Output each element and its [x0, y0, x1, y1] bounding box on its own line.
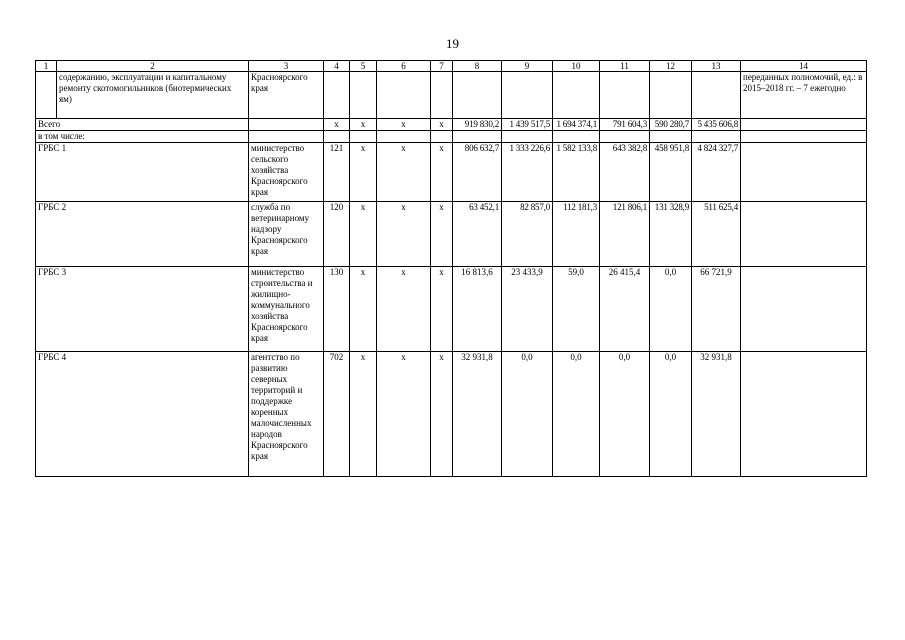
- table-cell: х: [431, 119, 453, 131]
- table-cell: 131 328,9: [650, 202, 692, 267]
- table-cell: х: [431, 267, 453, 352]
- table-cell: х: [431, 352, 453, 477]
- table-cell: х: [324, 119, 350, 131]
- table-cell: 4 824 327,7: [692, 143, 741, 202]
- table-cell: 32 931,8: [453, 352, 502, 477]
- table-cell: 0,0: [650, 267, 692, 352]
- table-cell: [453, 131, 502, 143]
- table-cell: [600, 72, 650, 119]
- table-row: [36, 143, 867, 202]
- table-cell: [553, 72, 600, 119]
- budget-table: [35, 60, 867, 477]
- table-cell: содержанию, эксплуатации и капитальному ремонту скотомогильников (биотермических ям): [57, 72, 249, 119]
- table-row: [36, 202, 867, 267]
- header-cell: 1: [36, 61, 57, 72]
- table-cell: агентство по развитию северных территорий и поддержке коренных малочисленных народов Красноярского края: [249, 352, 324, 477]
- table-cell: [650, 131, 692, 143]
- table-cell: 1 582 133,8: [553, 143, 600, 202]
- table-cell: 32 931,8: [692, 352, 741, 477]
- table-cell: 0,0: [553, 352, 600, 477]
- table-cell: х: [377, 119, 431, 131]
- table-cell: [350, 131, 377, 143]
- table-cell: [741, 119, 867, 131]
- header-cell: 10: [553, 61, 600, 72]
- table-cell: 511 625,4: [692, 202, 741, 267]
- table-cell: х: [377, 143, 431, 202]
- table-cell: [741, 202, 867, 267]
- table-header-row: [36, 61, 867, 72]
- table-cell: 1 439 517,5: [502, 119, 553, 131]
- table-cell: [741, 352, 867, 477]
- table-row-including: [36, 131, 867, 143]
- row-label: ГРБС 1: [36, 143, 249, 202]
- table-cell: 120: [324, 202, 350, 267]
- table-cell: х: [431, 202, 453, 267]
- header-cell: 4: [324, 61, 350, 72]
- table-cell: [324, 72, 350, 119]
- table-cell: переданных полномочий, ед.: в 2015–2018 гг. – 7 ежегодно: [741, 72, 867, 119]
- table-cell: 702: [324, 352, 350, 477]
- table-cell: х: [350, 267, 377, 352]
- header-cell: 13: [692, 61, 741, 72]
- table-cell: [741, 267, 867, 352]
- table-cell: х: [377, 267, 431, 352]
- table-cell: [324, 131, 350, 143]
- table-cell: 66 721,9: [692, 267, 741, 352]
- table-row: [36, 352, 867, 477]
- table-cell: [431, 131, 453, 143]
- table-cell: [741, 143, 867, 202]
- table-cell: служба по ветеринарному надзору Красноярского края: [249, 202, 324, 267]
- table-cell: 0,0: [600, 352, 650, 477]
- table-row: [36, 267, 867, 352]
- table-cell: [553, 131, 600, 143]
- table-cell: 643 382,8: [600, 143, 650, 202]
- table-cell: [692, 131, 741, 143]
- table-cell: [431, 72, 453, 119]
- table-cell: [249, 119, 324, 131]
- table-cell: 112 181,3: [553, 202, 600, 267]
- table-cell: х: [431, 143, 453, 202]
- table-cell: 458 951,8: [650, 143, 692, 202]
- table-cell: Красноярского края: [249, 72, 324, 119]
- total-label: Всего: [36, 119, 249, 131]
- table-cell: 590 280,7: [650, 119, 692, 131]
- table-cell: министерство строительства и жилищно-коммунального хозяйства Красноярского края: [249, 267, 324, 352]
- header-cell: 14: [741, 61, 867, 72]
- table-cell: [650, 72, 692, 119]
- table-cell: 806 632,7: [453, 143, 502, 202]
- table-cell: 791 604,3: [600, 119, 650, 131]
- row-label: ГРБС 2: [36, 202, 249, 267]
- table-cell: [249, 131, 324, 143]
- table-row-continuation: [36, 72, 867, 119]
- table-cell: 63 452,1: [453, 202, 502, 267]
- table-cell: [377, 131, 431, 143]
- header-cell: 7: [431, 61, 453, 72]
- table-cell: х: [377, 352, 431, 477]
- header-cell: 6: [377, 61, 431, 72]
- table-cell: 59,0: [553, 267, 600, 352]
- table-cell: [600, 131, 650, 143]
- header-cell: 8: [453, 61, 502, 72]
- table-cell: 1 333 226,6: [502, 143, 553, 202]
- table-cell: министерство сельского хозяйства Красноярского края: [249, 143, 324, 202]
- header-cell: 12: [650, 61, 692, 72]
- header-cell: 9: [502, 61, 553, 72]
- table-cell: 0,0: [502, 352, 553, 477]
- page-number: 19: [446, 36, 459, 51]
- table-cell: [502, 131, 553, 143]
- table-cell: [453, 72, 502, 119]
- header-cell: 2: [57, 61, 249, 72]
- header-cell: 5: [350, 61, 377, 72]
- row-label: ГРБС 4: [36, 352, 249, 477]
- table-cell: 82 857,0: [502, 202, 553, 267]
- table-cell: 121 806,1: [600, 202, 650, 267]
- table-cell: [741, 131, 867, 143]
- table-cell: 919 830,2: [453, 119, 502, 131]
- including-label: в том числе:: [36, 131, 249, 143]
- table-cell: 23 433,9: [502, 267, 553, 352]
- header-cell: 11: [600, 61, 650, 72]
- table-cell: 26 415,4: [600, 267, 650, 352]
- table-cell: 0,0: [650, 352, 692, 477]
- table-cell: 121: [324, 143, 350, 202]
- table-cell: [350, 72, 377, 119]
- row-label: ГРБС 3: [36, 267, 249, 352]
- table-cell: х: [350, 352, 377, 477]
- table-cell: 1 694 374,1: [553, 119, 600, 131]
- table-row-total: [36, 119, 867, 131]
- table-cell: [36, 72, 57, 119]
- table-cell: [377, 72, 431, 119]
- table-cell: х: [350, 119, 377, 131]
- table-cell: х: [377, 202, 431, 267]
- table-cell: [502, 72, 553, 119]
- table-cell: 16 813,6: [453, 267, 502, 352]
- table-cell: х: [350, 143, 377, 202]
- table-cell: 130: [324, 267, 350, 352]
- table-cell: [692, 72, 741, 119]
- table-cell: 5 435 606,8: [692, 119, 741, 131]
- table-cell: х: [350, 202, 377, 267]
- header-cell: 3: [249, 61, 324, 72]
